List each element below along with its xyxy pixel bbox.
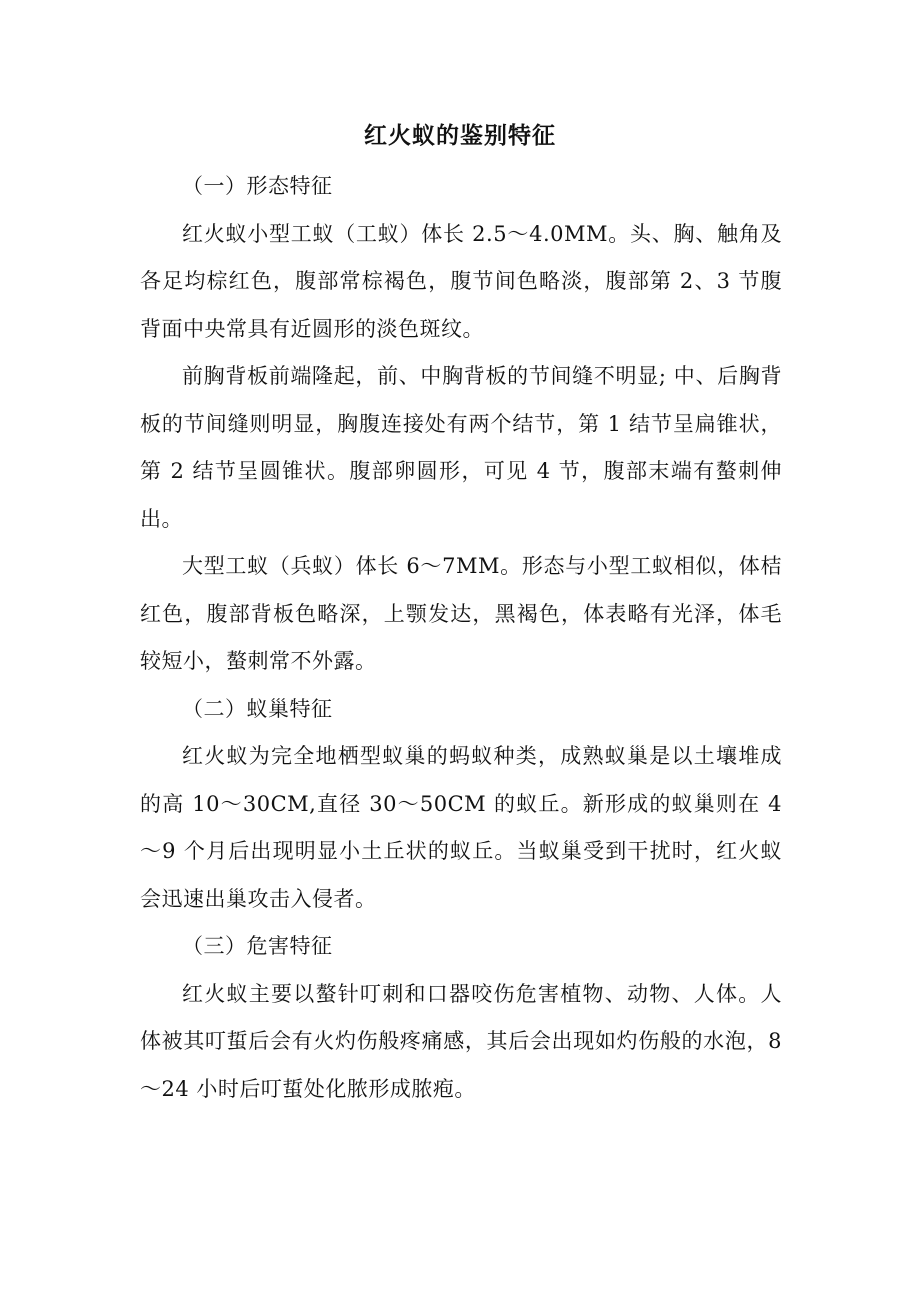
- document-body: [140, 163, 782, 1113]
- section-heading-nest: （二）蚁巢特征: [182, 696, 333, 721]
- paragraph-thorax: 前胸背板前端隆起，前、中胸背板的节间缝不明显; 中、后胸背板的节间缝则明显，胸腹连接处有两个结节，第 1 结节呈扁锥状，第 2 结节呈圆锥状。腹部卵圆形，可见 4 节，腹部末端有螯刺伸出。: [140, 364, 782, 531]
- section-heading-morphology: （一）形态特征: [182, 174, 333, 198]
- paragraph-nest: 红火蚁为完全地栖型蚁巢的蚂蚁种类，成熟蚁巢是以土壤堆成的高 10～30CM,直径 30～50CM 的蚁丘。新形成的蚁巢则在 4～9 个月后出现明显小土丘状的蚁丘。当蚁巢受到干扰时，红火蚁会迅速出巢攻击入侵者。: [140, 744, 782, 911]
- document-title: 红火蚁的鉴别特征: [364, 123, 556, 149]
- paragraph-minor-worker: 红火蚁小型工蚁（工蚁）体长 2.5～4.0MM。头、胸、触角及各足均棕红色，腹部常棕褐色，腹节间色略淡，腹部第 2、3 节腹背面中央常具有近圆形的淡色斑纹。: [140, 221, 782, 341]
- paragraph-major-worker: 大型工蚁（兵蚁）体长 6～7MM。形态与小型工蚁相似，体桔红色，腹部背板色略深，上颚发达，黑褐色，体表略有光泽，体毛较短小，螯刺常不外露。: [140, 554, 782, 673]
- section-heading-harm: （三）危害特征: [182, 934, 333, 958]
- paragraph-harm: 红火蚁主要以螯针叮刺和口器咬伤危害植物、动物、人体。人体被其叮蜇后会有火灼伤般疼痛感，其后会出现如灼伤般的水泡，8～24 小时后叮蜇处化脓形成脓疱。: [140, 981, 782, 1101]
